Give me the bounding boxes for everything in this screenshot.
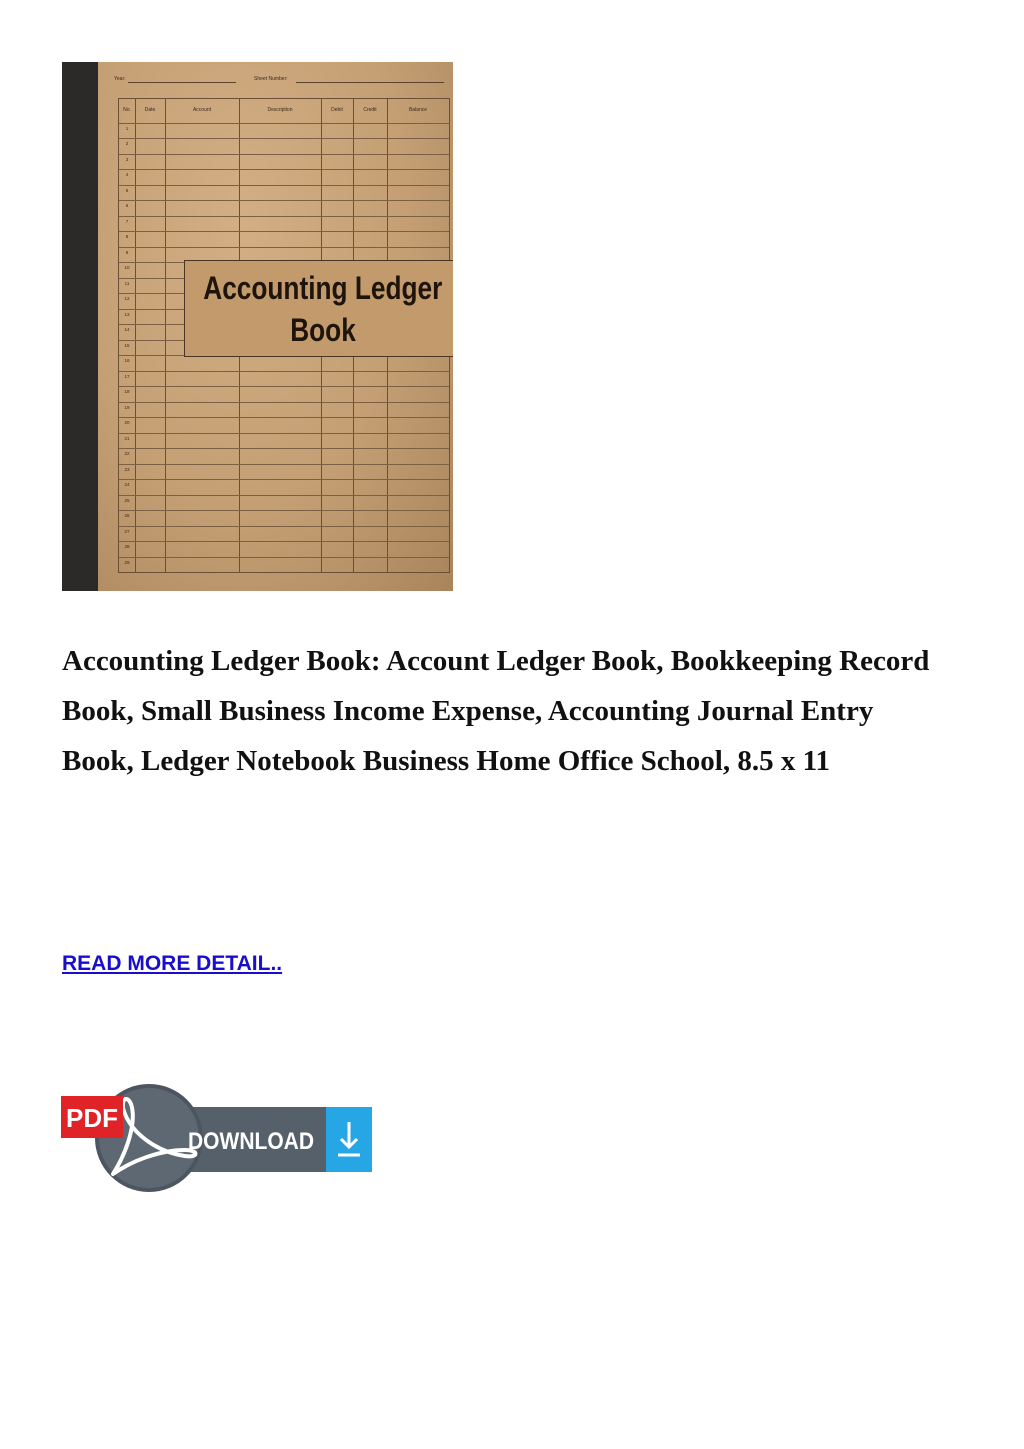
col-header-account: Account (192, 107, 212, 113)
ledger-row-number: 22 (124, 451, 130, 457)
ledger-row (119, 216, 449, 217)
ledger-row-number: 5 (125, 187, 129, 193)
ledger-row-number: 7 (125, 218, 129, 224)
ledger-row (119, 123, 449, 124)
ledger-row-number: 24 (124, 482, 130, 488)
col-header-date: Date (144, 107, 156, 113)
ledger-row-number: 15 (124, 342, 130, 348)
cover-header-fields (114, 76, 444, 88)
col-header-no: No. (123, 107, 131, 113)
ledger-row (119, 169, 449, 170)
ledger-row (119, 510, 449, 511)
ledger-row-number: 23 (124, 466, 130, 472)
ledger-row (119, 433, 449, 434)
ledger-row (119, 200, 449, 201)
read-more-link[interactable]: READ MORE DETAIL.. (62, 952, 283, 975)
ledger-row-number: 21 (124, 435, 130, 441)
ledger-row-number: 2 (125, 141, 129, 147)
col-header-description: Description (267, 107, 293, 113)
ledger-row-number: 11 (124, 280, 130, 286)
ledger-row-number: 8 (125, 234, 129, 240)
download-label: DOWNLOAD (188, 1128, 314, 1155)
ledger-row (119, 557, 449, 558)
book-spine (62, 62, 98, 591)
pdf-label: PDF (66, 1103, 118, 1133)
ledger-row-number: 9 (125, 249, 129, 255)
ledger-row (119, 185, 449, 186)
ledger-row (119, 541, 449, 542)
book-cover-image (62, 62, 453, 591)
cover-title-box (184, 260, 453, 357)
cover-title-line2: Book (290, 311, 356, 348)
ledger-row-number: 28 (124, 544, 130, 550)
ledger-row (119, 448, 449, 449)
ledger-row-number: 18 (124, 389, 130, 395)
ledger-row-number: 3 (125, 156, 129, 162)
ledger-row-number: 26 (124, 513, 130, 519)
col-header-balance: Balance (408, 107, 428, 113)
ledger-row-number: 19 (124, 404, 130, 410)
year-label: Year: (114, 76, 126, 82)
sheet-number-line (296, 82, 444, 83)
ledger-row-number: 12 (124, 296, 130, 302)
col-header-debit: Debit (331, 107, 343, 113)
ledger-row (119, 386, 449, 387)
ledger-row-number: 4 (125, 172, 129, 178)
ledger-row (119, 464, 449, 465)
year-line (128, 82, 236, 83)
ledger-row (119, 495, 449, 496)
ledger-row-number: 20 (124, 420, 130, 426)
ledger-row (119, 526, 449, 527)
cover-paper (98, 62, 453, 591)
ledger-row (119, 479, 449, 480)
ledger-row (119, 138, 449, 139)
book-title: Accounting Ledger Book: Account Ledger Book, Bookkeeping Record Book, Small Business Income Expense, Accounting Journal Entry Book, Ledger Notebook Business Home Office School, 8.5 x 11 (62, 645, 930, 777)
ledger-row (119, 247, 449, 248)
ledger-row-number: 16 (124, 358, 130, 364)
ledger-row-number: 25 (124, 497, 130, 503)
ledger-row-number: 29 (124, 559, 130, 565)
ledger-row (119, 371, 449, 372)
ledger-row-number: 14 (124, 327, 130, 333)
cover-title-line1: Accounting Ledger (203, 269, 443, 306)
sheet-number-label: Sheet Number: (254, 76, 288, 82)
pdf-download-button[interactable] (61, 1082, 373, 1194)
ledger-row-number: 27 (124, 528, 130, 534)
ledger-row-number: 6 (125, 203, 129, 209)
col-header-credit: Credit (363, 107, 377, 113)
ledger-row-number: 13 (124, 311, 130, 317)
ledger-row-number: 17 (124, 373, 130, 379)
ledger-row (119, 417, 449, 418)
ledger-row (119, 231, 449, 232)
ledger-row (119, 402, 449, 403)
ledger-row-number: 1 (125, 126, 129, 131)
ledger-row-number: 10 (124, 265, 130, 271)
ledger-row (119, 154, 449, 155)
pdf-download-graphic (61, 1082, 373, 1194)
ledger-header-row (119, 99, 449, 124)
